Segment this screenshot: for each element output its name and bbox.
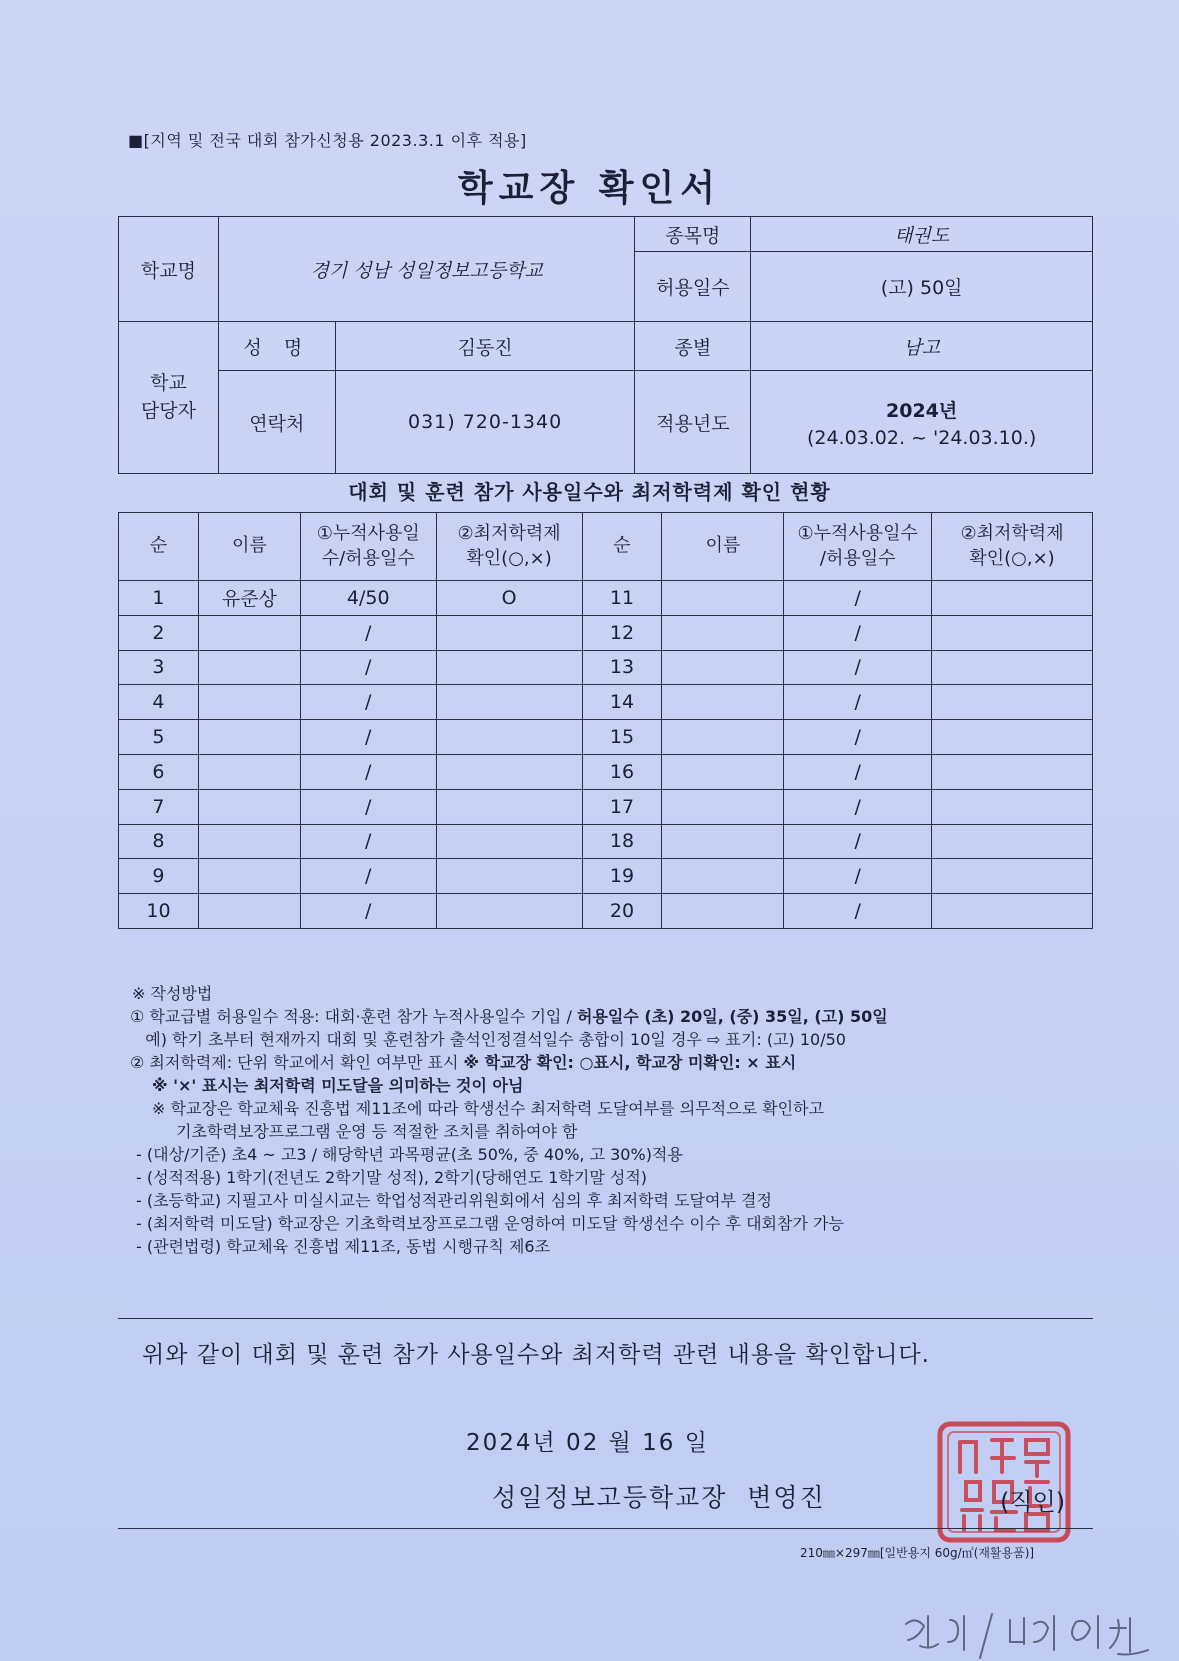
row-name (198, 650, 300, 685)
row-days: / (784, 615, 932, 650)
header-check-right: ②최저학력제 확인(○,×) (932, 513, 1093, 581)
row-days: / (784, 650, 932, 685)
row-check (436, 650, 582, 685)
row-name: 유준상 (198, 581, 300, 616)
year-label: 적용년도 (635, 371, 751, 474)
row-no: 6 (119, 754, 199, 789)
row-no: 8 (119, 824, 199, 859)
row-check (436, 824, 582, 859)
row-check (932, 894, 1093, 929)
row-check (436, 754, 582, 789)
row-no: 3 (119, 650, 199, 685)
row-check (932, 615, 1093, 650)
row-name (198, 685, 300, 720)
name-label: 성 명 (218, 322, 335, 371)
note-1-bold: 허용일수 (초) 20일, (중) 35일, (고) 50일 (576, 1007, 888, 1026)
row-check (932, 754, 1093, 789)
row-name (662, 615, 784, 650)
allowed-days-value: (고) 50일 (751, 252, 1093, 322)
roster-table (118, 512, 1093, 929)
table-row (119, 754, 1093, 789)
row-no: 9 (119, 859, 199, 894)
note-2-sub-1: ※ '×' 표시는 최저학력 미도달을 의미하는 것이 아님 (152, 1076, 524, 1095)
row-days: / (784, 685, 932, 720)
handwritten-signature (898, 1610, 1168, 1660)
table-row (119, 615, 1093, 650)
row-check (436, 685, 582, 720)
header-days-right: ①누적사용일수 /허용일수 (784, 513, 932, 581)
row-days: 4/50 (300, 581, 436, 616)
table-row (119, 824, 1093, 859)
row-name (198, 789, 300, 824)
category-label: 종별 (635, 322, 751, 371)
row-check (436, 859, 582, 894)
row-days: / (300, 894, 436, 929)
row-days: / (784, 894, 932, 929)
page-title: 학교장 확인서 (457, 168, 722, 209)
section-title: 대회 및 훈련 참가 사용일수와 최저학력제 확인 현황 (348, 480, 831, 504)
detail-5: - (관련법령) 학교체육 진흥법 제11조, 동법 시행규칙 제6조 (136, 1237, 551, 1256)
row-name (662, 894, 784, 929)
row-days: / (300, 789, 436, 824)
divider-top (118, 1318, 1093, 1319)
row-check (932, 720, 1093, 755)
note-2-sub-2: ※ 학교장은 학교체육 진흥법 제11조에 따라 학생선수 최저학력 도달여부를 의무적으로 확인하고 (152, 1099, 824, 1118)
row-name (198, 859, 300, 894)
year-value (751, 371, 1093, 474)
row-name (198, 754, 300, 789)
note-2 (130, 1051, 1100, 1074)
row-check (932, 824, 1093, 859)
header-no-right: 순 (582, 513, 662, 581)
year-value-line1: 2024년 (886, 399, 958, 422)
table-row (119, 859, 1093, 894)
note-2-sub-3: 기초학력보장프로그램 운영 등 적절한 조치를 취하여야 함 (176, 1122, 578, 1141)
note-1 (130, 1005, 1100, 1028)
row-name (662, 581, 784, 616)
seal-tag: (직인) (1000, 1488, 1066, 1516)
instructions (130, 982, 1100, 1258)
row-no: 17 (582, 789, 662, 824)
row-check (932, 650, 1093, 685)
note-2-bold: ※ 학교장 확인: ○표시, 학교장 미확인: × 표시 (463, 1053, 797, 1072)
row-name (662, 720, 784, 755)
row-days: / (300, 685, 436, 720)
table-row (119, 685, 1093, 720)
form-header-note: ■[지역 및 전국 대회 참가신청용 2023.3.1 이후 적용] (128, 131, 527, 150)
category-value: 남고 (751, 322, 1093, 371)
row-no: 10 (119, 894, 199, 929)
row-check: O (436, 581, 582, 616)
row-days: / (300, 824, 436, 859)
row-name (662, 824, 784, 859)
row-no: 12 (582, 615, 662, 650)
row-check (932, 581, 1093, 616)
row-days: / (300, 720, 436, 755)
row-check (932, 685, 1093, 720)
principal-name: 성일정보고등학교장 변영진 (492, 1483, 826, 1512)
row-name (662, 789, 784, 824)
row-days: / (784, 789, 932, 824)
row-days: / (300, 650, 436, 685)
allowed-days-label: 허용일수 (635, 252, 751, 322)
event-label: 종목명 (635, 217, 751, 252)
row-name (198, 824, 300, 859)
row-no: 11 (582, 581, 662, 616)
header-no-left: 순 (119, 513, 199, 581)
event-value: 태권도 (751, 217, 1093, 252)
contact-value: 031) 720-1340 (335, 371, 635, 474)
row-days: / (784, 581, 932, 616)
instructions-heading: ※ 작성방법 (132, 984, 213, 1003)
row-no: 20 (582, 894, 662, 929)
row-check (436, 894, 582, 929)
header-name-left: 이름 (198, 513, 300, 581)
school-label: 학교명 (119, 217, 219, 322)
row-days: / (300, 615, 436, 650)
row-name (198, 894, 300, 929)
paper-size-note: 210㎜×297㎜[일반용지 60g/㎡(재활용품)] (800, 1546, 1035, 1560)
row-check (932, 859, 1093, 894)
year-value-line2: (24.03.02. ~ '24.03.10.) (806, 426, 1037, 449)
table-row (119, 894, 1093, 929)
note-1-example: 예) 학기 초부터 현재까지 대회 및 훈련참가 출석인정결석일수 총합이 10일 경우 ⇨ 표기: (고) 10/50 (130, 1030, 846, 1049)
name-value: 김동진 (335, 322, 635, 371)
row-name (198, 720, 300, 755)
row-no: 5 (119, 720, 199, 755)
row-days: / (300, 754, 436, 789)
row-check (932, 789, 1093, 824)
row-no: 18 (582, 824, 662, 859)
row-name (198, 615, 300, 650)
row-no: 13 (582, 650, 662, 685)
divider-bottom (118, 1528, 1093, 1529)
table-row (119, 789, 1093, 824)
row-no: 2 (119, 615, 199, 650)
row-no: 7 (119, 789, 199, 824)
row-no: 1 (119, 581, 199, 616)
confirm-statement: 위와 같이 대회 및 훈련 참가 사용일수와 최저학력 관련 내용을 확인합니다. (142, 1342, 930, 1368)
row-check (436, 720, 582, 755)
row-days: / (784, 859, 932, 894)
note-2-text: ② 최저학력제: 단위 학교에서 확인 여부만 표시 (130, 1053, 464, 1072)
row-no: 4 (119, 685, 199, 720)
table-row (119, 720, 1093, 755)
header-name-right: 이름 (662, 513, 784, 581)
row-days: / (784, 720, 932, 755)
table-row (119, 650, 1093, 685)
detail-1: - (대상/기준) 초4 ~ 고3 / 해당학년 과목평균(초 50%, 중 40%, 고 30%)적용 (136, 1145, 683, 1164)
header-check-left: ②최저학력제 확인(○,×) (436, 513, 582, 581)
info-table (118, 216, 1093, 474)
row-no: 15 (582, 720, 662, 755)
detail-4: - (최저학력 미도달) 학교장은 기초학력보장프로그램 운영하여 미도달 학생선수 이수 후 대회참가 가능 (136, 1214, 844, 1233)
manager-label: 학교 담당자 (119, 322, 219, 474)
header-days-left: ①누적사용일 수/허용일수 (300, 513, 436, 581)
row-name (662, 754, 784, 789)
row-no: 19 (582, 859, 662, 894)
table-row (119, 581, 1093, 616)
note-1-text: ① 학교급별 허용일수 적용: 대회·훈련 참가 누적사용일수 기입 / (130, 1007, 577, 1026)
row-days: / (300, 859, 436, 894)
row-days: / (784, 824, 932, 859)
row-name (662, 859, 784, 894)
row-days: / (784, 754, 932, 789)
row-name (662, 685, 784, 720)
row-no: 16 (582, 754, 662, 789)
document-date: 2024년 02 월 16 일 (466, 1430, 709, 1456)
detail-3: - (초등학교) 지필고사 미실시교는 학업성적관리위원회에서 심의 후 최저학력 도달여부 결정 (136, 1191, 772, 1210)
row-name (662, 650, 784, 685)
row-no: 14 (582, 685, 662, 720)
row-check (436, 615, 582, 650)
contact-label: 연락처 (218, 371, 335, 474)
school-value: 경기 성남 성일정보고등학교 (218, 217, 635, 322)
detail-2: - (성적적용) 1학기(전년도 2학기말 성적), 2학기(당해연도 1학기말 성적) (136, 1168, 648, 1187)
row-check (436, 789, 582, 824)
